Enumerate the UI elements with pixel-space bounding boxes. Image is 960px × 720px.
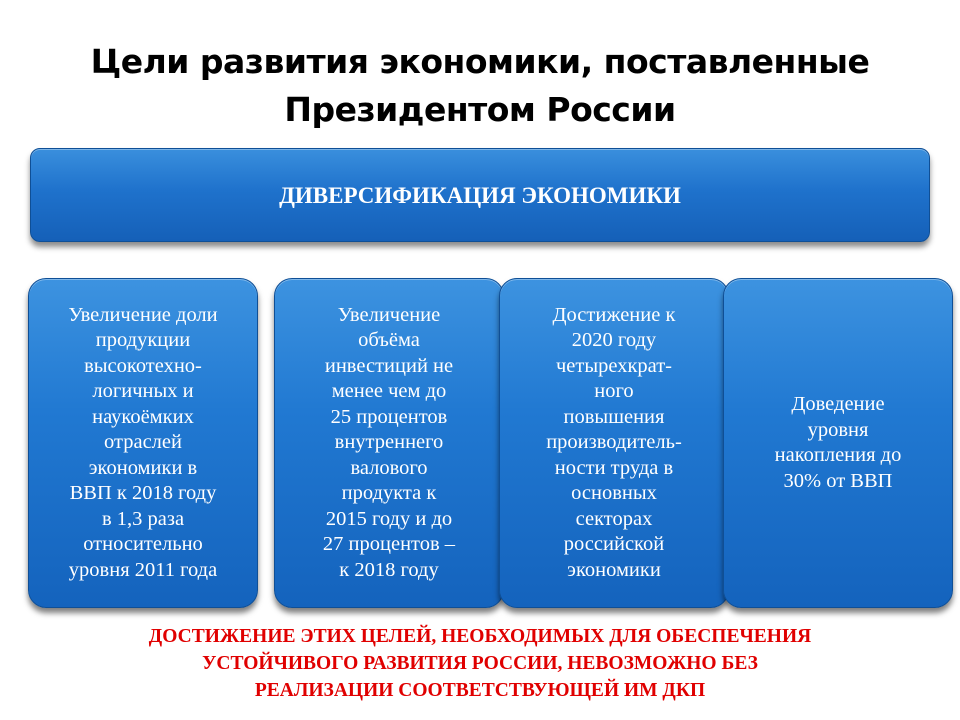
goal-card-investment	[274, 278, 504, 608]
diversification-banner	[30, 148, 930, 242]
goal-card-text: Увеличение доли продукции высокотехно- логичных и наукоёмких отраслей экономики в ВВП к 2018 году в 1,3 раза относительно уровня 2011 года	[68, 303, 218, 581]
banner-text: ДИВЕРСИФИКАЦИЯ ЭКОНОМИКИ	[279, 183, 681, 208]
goal-card-productivity	[499, 278, 729, 608]
slide-title-text: Цели развития экономики, поставленные Президентом России	[90, 42, 870, 129]
goal-card-high-tech-share	[28, 278, 258, 608]
slide-title	[40, 38, 920, 134]
conclusion-text: ДОСТИЖЕНИЕ ЭТИХ ЦЕЛЕЙ, НЕОБХОДИМЫХ ДЛЯ ОБЕСПЕЧЕНИЯ УСТОЙЧИВОГО РАЗВИТИЯ РОССИИ, НЕВОЗМОЖНО БЕЗ РЕАЛИЗАЦИИ СООТВЕТСТВУЮЩЕЙ ИМ ДКП	[148, 626, 812, 701]
goal-card-text: Доведение уровня накопления до 30% от ВВП	[774, 393, 902, 492]
goal-card-accumulation	[723, 278, 953, 608]
goal-card-text: Увеличение объёма инвестиций не менее чем до 25 процентов внутреннего валового продукта к 2015 году и до 27 процентов – к 2018 году	[322, 303, 456, 581]
goal-card-text: Достижение к 2020 году четырехкрат- ного повышения производитель- ности труда в основных секторах российской экономики	[546, 303, 682, 581]
